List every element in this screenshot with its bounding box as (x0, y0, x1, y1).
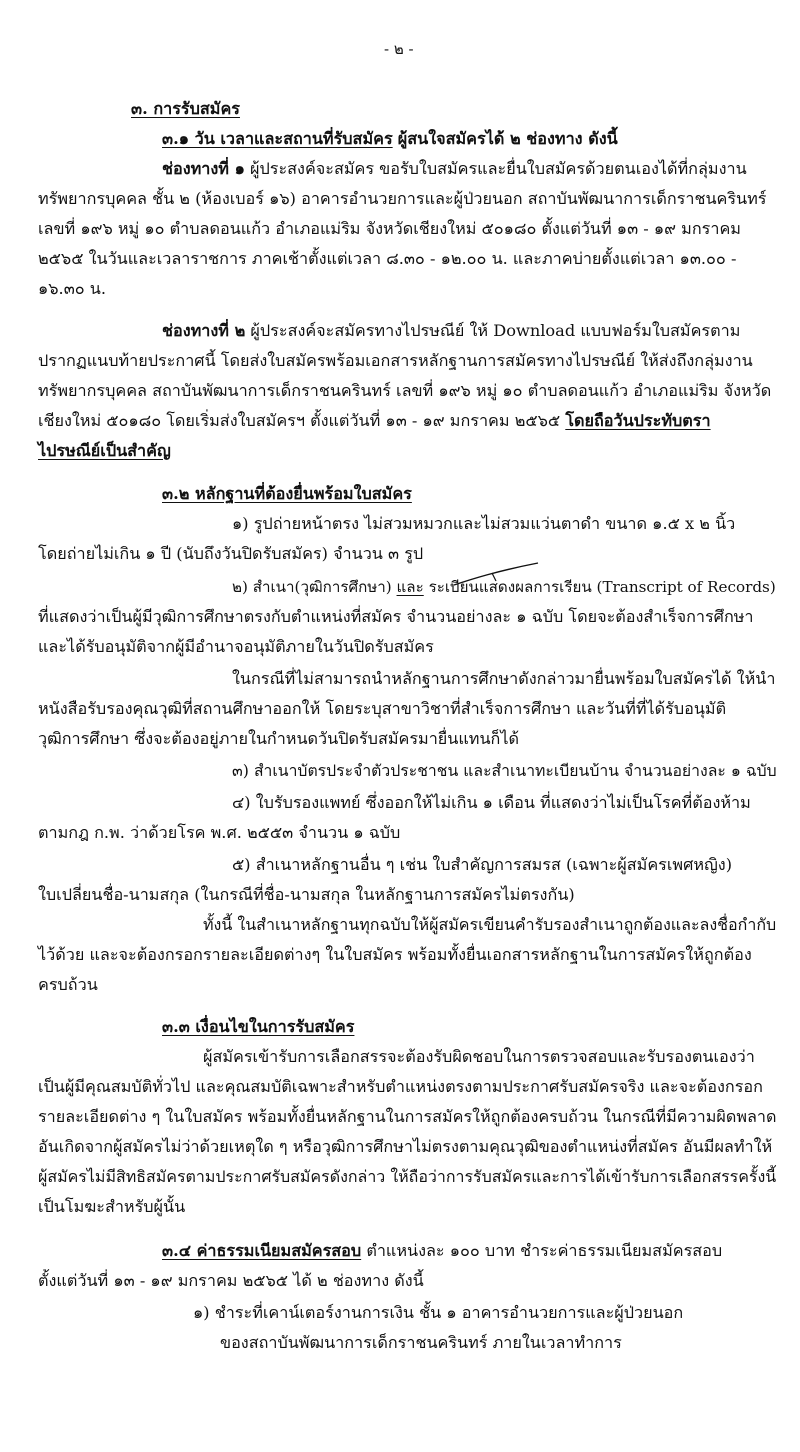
paragraph-line: ทั้งนี้ ในสำเนาหลักฐานทุกฉบับให้ผู้สมัครเขียนคำรับรองสำเนาถูกต้องและลงชื่อกำกับ (203, 915, 777, 934)
paragraph-line: ผู้สมัครไม่มีสิทธิสมัครตามประกาศรับสมัครดังกล่าว ให้ถือว่าการรับสมัครและการได้เข้ารับการเลือกสรรครั้งนี้ (38, 1167, 777, 1186)
subsection-3-4-title: ๓.๔ ค่าธรรมเนียมสมัครสอบ (162, 1241, 362, 1260)
fee-item-1-line: ๑) ชำระที่เคาน์เตอร์งานการเงิน ชั้น ๑ อาคารอำนวยการและผู้ป่วยนอก (193, 1303, 684, 1322)
item-2-part-c: ระเบียนแสดงผลการเรียน (Transcript of Records) (428, 578, 776, 596)
subsection-3-1 (162, 128, 618, 150)
paragraph-line: ๒๕๖๕ ในวันและเวลาราชการ ภาคเช้าตั้งแต่เวลา ๘.๓๐ - ๑๒.๐๐ น. และภาคบ่ายตั้งแต่เวลา ๑๓.๐๐ - (38, 249, 737, 268)
paragraph-line: ที่แสดงว่าเป็นผู้มีวุฒิการศึกษาตรงกับตำแหน่งที่สมัคร จำนวนอย่างละ ๑ ฉบับ โดยจะต้องสำเร็จการศึกษา (38, 607, 754, 626)
fee-text: ตำแหน่งละ ๑๐๐ บาท ชำระค่าธรรมเนียมสมัครสอบ (366, 1241, 723, 1260)
paragraph-line: ตั้งแต่วันที่ ๑๓ - ๑๙ มกราคม ๒๕๖๕ ได้ ๒ ช่องทาง ดังนี้ (38, 1271, 424, 1290)
paragraph-line: ตามกฎ ก.พ. ว่าด้วยโรค พ.ศ. ๒๕๕๓ จำนวน ๑ ฉบับ (38, 823, 401, 842)
paragraph-line: ทรัพยากรบุคคล ชั้น ๒ (ห้องเบอร์ ๑๖) อาคารอำนวยการและผู้ป่วยนอก สถาบันพัฒนาการเด็กราชนครินทร์ (38, 189, 767, 208)
subsection-3-1-intro: ผู้สนใจสมัครได้ ๒ ช่องทาง ดังนี้ (397, 129, 618, 148)
subsection-3-2-title: ๓.๒ หลักฐานที่ต้องยื่นพร้อมใบสมัคร (162, 484, 412, 503)
paragraph-line: วุฒิการศึกษา ซึ่งจะต้องอยู่ภายในกำหนดวันปิดรับสมัครมายื่นแทนก็ได้ (38, 729, 519, 748)
paragraph-line (38, 410, 711, 432)
paragraph-line: ผู้สมัครเข้ารับการเลือกสรรจะต้องรับผิดชอบในการตรวจสอบและรับรองตนเองว่า (203, 1047, 755, 1066)
paragraph-line: ปรากฏแนบท้ายประกาศนี้ โดยส่งใบสมัครพร้อมเอกสารหลักฐานการสมัครทางไปรษณีย์ ให้ส่งถึงกลุ่มงาน (38, 351, 753, 370)
postmark-note-cont: ไปรษณีย์เป็นสำคัญ (38, 441, 171, 460)
paragraph-line: หนังสือรับรองคุณวุฒิที่สถานศึกษาออกให้ โดยระบุสาขาวิชาที่สำเร็จการศึกษา และวันที่ที่ได้รับอนุมัติ (38, 699, 727, 718)
item-1-line: ๑) รูปถ่ายหน้าตรง ไม่สวมหมวกและไม่สวมแว่นตาดำ ขนาด ๑.๕ x ๒ นิ้ว (232, 514, 736, 533)
channel-2-text: ผู้ประสงค์จะสมัครทางไปรษณีย์ ให้ Download แบบฟอร์มใบสมัครตาม (250, 321, 741, 340)
channel-2-line (162, 320, 740, 342)
paragraph-line: เลขที่ ๑๙๖ หมู่ ๑๐ ตำบลดอนแก้ว อำเภอแม่ริม จังหวัดเชียงใหม่ ๕๐๑๘๐ ตั้งแต่วันที่ ๑๓ - ๑๙ มกราคม (38, 219, 741, 238)
channel-1-label: ช่องทางที่ ๑ (162, 159, 245, 178)
paragraph-line: เป็นโมฆะสำหรับผู้นั้น (38, 1197, 186, 1216)
subsection-3-4 (162, 1240, 722, 1262)
paragraph-line: รายละเอียดต่าง ๆ ในใบสมัคร พร้อมทั้งยื่นหลักฐานในการสมัครให้ถูกต้องครบถ้วน ในกรณีที่มีความผิดพลาด (38, 1107, 777, 1126)
paragraph-line: โดยถ่ายไม่เกิน ๑ ปี (นับถึงวันปิดรับสมัคร) จำนวน ๓ รูป (38, 544, 424, 563)
paragraph-line: ไว้ด้วย และจะต้องกรอกรายละเอียดต่างๆ ในใบสมัคร พร้อมทั้งยื่นเอกสารหลักฐานในการสมัครให้ถูกต้อง (38, 945, 752, 964)
paragraph-line: ทรัพยากรบุคคล สถาบันพัฒนาการเด็กราชนครินทร์ เลขที่ ๑๙๖ หมู่ ๑๐ ตำบลดอนแก้ว อำเภอแม่ริม จังหวัด (38, 381, 772, 400)
item-2-part-a: ๒) สำเนา(วุฒิการศึกษา) (232, 578, 392, 596)
subsection-3-1-title: ๓.๑ วัน เวลาและสถานที่รับสมัคร (162, 129, 393, 148)
item-2-part-b: และ (396, 578, 424, 596)
channel-1-text: ผู้ประสงค์จะสมัคร ขอรับใบสมัครและยื่นใบสมัครด้วยตนเองได้ที่กลุ่มงาน (250, 159, 747, 178)
item-4-line: ๔) ใบรับรองแพทย์ ซึ่งออกให้ไม่เกิน ๑ เดือน ที่แสดงว่าไม่เป็นโรคที่ต้องห้าม (232, 793, 751, 812)
paragraph-line: ๑๖.๓๐ น. (38, 279, 106, 298)
item-3-line: ๓) สำเนาบัตรประจำตัวประชาชน และสำเนาทะเบียนบ้าน จำนวนอย่างละ ๑ ฉบับ (232, 761, 777, 780)
channel-2-label: ช่องทางที่ ๒ (162, 321, 246, 340)
channel-2-dates: เชียงใหม่ ๕๐๑๘๐ โดยเริ่มส่งใบสมัครฯ ตั้งแต่วันที่ ๑๓ - ๑๙ มกราคม ๒๕๖๕ (38, 411, 561, 430)
paragraph-line: ของสถาบันพัฒนาการเด็กราชนครินทร์ ภายในเวลาทำการ (220, 1333, 622, 1352)
section-heading: ๓. การรับสมัคร (131, 99, 240, 118)
paragraph-line: ครบถ้วน (38, 975, 98, 994)
channel-1-line (162, 158, 747, 180)
page-number: - ๒ - (384, 40, 414, 58)
item-5-line: ๕) สำเนาหลักฐานอื่น ๆ เช่น ใบสำคัญการสมรส (เฉพาะผู้สมัครเพศหญิง) (232, 855, 733, 874)
paragraph-line: ในกรณีที่ไม่สามารถนำหลักฐานการศึกษาดังกล่าวมายื่นพร้อมใบสมัครได้ ให้นำ (232, 669, 776, 688)
item-2-line (232, 576, 776, 598)
subsection-3-3-title: ๓.๓ เงื่อนไขในการรับสมัคร (162, 1017, 355, 1036)
paragraph-line: ใบเปลี่ยนชื่อ-นามสกุล (ในกรณีที่ชื่อ-นามสกุล ในหลักฐานการสมัครไม่ตรงกัน) (38, 885, 575, 904)
paragraph-line: เป็นผู้มีคุณสมบัติทั่วไป และคุณสมบัติเฉพาะสำหรับตำแหน่งตรงตามประกาศรับสมัครจริง และจะต้องกรอก (38, 1077, 763, 1096)
postmark-note: โดยถือวันประทับตรา (565, 411, 711, 430)
paragraph-line: อันเกิดจากผู้สมัครไม่ว่าด้วยเหตุใด ๆ หรือวุฒิการศึกษาไม่ตรงตามคุณวุฒิของตำแหน่งที่สมัคร อันมีผลทำให้ (38, 1137, 773, 1156)
paragraph-line: และได้รับอนุมัติจากผู้มีอำนาจอนุมัติภายในวันปิดรับสมัคร (38, 637, 434, 656)
